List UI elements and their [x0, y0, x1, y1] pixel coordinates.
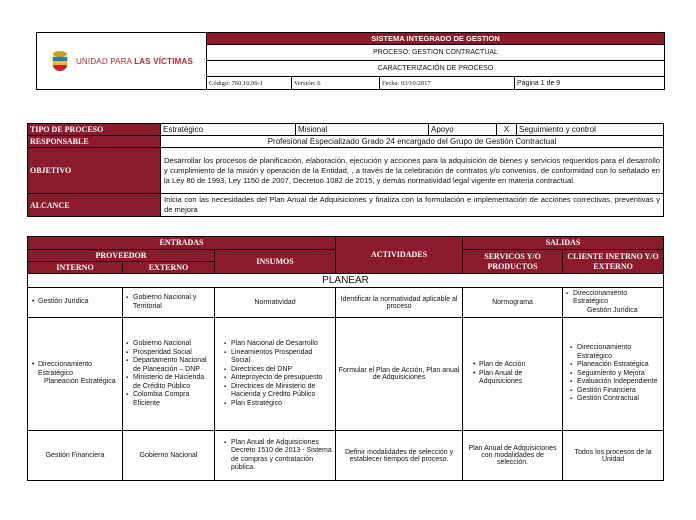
- tipo-apoyo-mark: X: [497, 124, 517, 136]
- process-characterization-table: [27, 236, 664, 481]
- system-title: SISTEMA INTEGRADO DE GESTION: [207, 33, 665, 45]
- cliente-header: CLIENTE INETRNO Y/O EXTERNO: [563, 250, 664, 274]
- row2-interno: • Direccionamiento Estratégico Planeación Estratégica: [28, 318, 123, 431]
- row3-interno: Gestión Financiera: [28, 431, 123, 481]
- row1-cliente: ▪ Direccionamiento Estratégico Gestión Jurídica: [563, 288, 664, 318]
- coat-of-arms-icon: [50, 50, 70, 72]
- responsable-value: Profesional Especializado Grado 24 encargado del Grupo de Gestión Contractual: [161, 136, 664, 148]
- proveedor-header: PROVEEDOR: [28, 250, 215, 262]
- page-number: Página 1 de 9: [515, 77, 665, 90]
- row1-interno: • Gestión Jurídica: [28, 288, 123, 318]
- row1-producto: Normograma: [463, 288, 563, 318]
- unidad-victimas-logo: [39, 50, 204, 72]
- interno-header: INTERNO: [28, 262, 123, 274]
- row2-cliente: ▪ Direccionamiento Estratégico ▪ Planeación Estratégica ▪ Seguimiento y Mejora ▪ Evaluación Independiente ▪ Gestión Financiera ▪ Gestión Contractual: [563, 318, 664, 431]
- tipo-apoyo: Apoyo: [429, 124, 497, 136]
- process-name: PROCESO: GESTION CONTRACTUAL: [207, 45, 665, 61]
- objetivo-value: Desarrollar los procesos de planificación, elaboración, ejecución y acciones para la adquisición de bienes y servicios requeridos para el desarrollo y cumplimiento de la misión y operación de la Entidad, , a través de la celebración de contratos y/o convenios, de conformidad con lo señalado en la Ley 80 de 1993, Ley 1150 de 2007, Decretoo 1082 de 2015, y demás normatividad legal vigente en materia contractual.: [161, 148, 664, 194]
- document-version: Versión: 6: [292, 77, 380, 90]
- entradas-header: ENTRADAS: [28, 237, 336, 250]
- document-type: CARACTERIZACIÓN DE PROCESO: [207, 61, 665, 77]
- tipo-estrategico: Estratégico: [161, 124, 296, 136]
- table-row: [28, 288, 664, 318]
- planear-section: PLANEAR: [28, 274, 664, 288]
- responsable-label: RESPONSABLE: [28, 136, 161, 148]
- table-row: [28, 318, 664, 431]
- externo-header: EXTERNO: [123, 262, 215, 274]
- tipo-label: TIPO DE PROCESO: [28, 124, 161, 136]
- document-code: Código: 760.10.09-1: [207, 77, 292, 90]
- row3-producto: Plan Anual de Adquisiciones con modalidades de selección.: [463, 431, 563, 481]
- tipo-seguimiento: Seguimiento y control: [517, 124, 664, 136]
- servicios-header: SERVICOS Y/O PRODUCTOS: [463, 250, 563, 274]
- objetivo-label: OBJETIVO: [28, 148, 161, 194]
- actividades-header: ACTIVIDADES: [336, 237, 463, 274]
- logo-cell: [37, 33, 207, 90]
- insumos-header: INSUMOS: [215, 250, 336, 274]
- salidas-header: SALIDAS: [463, 237, 664, 250]
- row1-externo: ▪ Gobierno Nacional y Territorial: [123, 288, 215, 318]
- row3-cliente: Todos los procesos de la Unidad: [563, 431, 664, 481]
- alcance-value: Inicia con las necesidades del Plan Anual de Adquisiciones y finaliza con la formulación e implementación de acciones correctivas, preventivas y de mejora: [161, 194, 664, 217]
- row2-externo: ▪ Gobierno Nacional ▪ Prosperidad Social ▪ Departamento Nacional de Planeación – DNP ▪ Ministerio de Hacienda de Crédito Público ▪ Colombia Compra Eficiente: [123, 318, 215, 431]
- row2-insumos: ▪ Plan Nacional de Desarrollo ▪ Lineamientos Prosperidad Social ▪ Directrices del DNP ▪ Anteproyecto de presupuesto ▪ Directrices de Ministerio de Hacienda y Crédito Público ▪ Plan Estratégico: [215, 318, 336, 431]
- row1-actividad: Identificar la normatividad aplicable al proceso: [336, 288, 463, 318]
- row3-externo: Gobierno Nacional: [123, 431, 215, 481]
- logo-text: UNIDAD PARA LAS VÍCTIMAS: [75, 56, 194, 66]
- row2-actividad: Formular el Plan de Acción, Plan anual de Adquisiciones: [336, 318, 463, 431]
- tipo-misional: Misional: [296, 124, 429, 136]
- process-info-table: [27, 123, 664, 217]
- alcance-label: ALCANCE: [28, 194, 161, 217]
- row3-insumos: ▪ Plan Anual de Adquisiciones Decreto 1510 de 2013 - Sistema de compras y contratación pública.: [215, 431, 336, 481]
- document-date: Fecha: 03/10/2017: [380, 77, 515, 90]
- document-header: [36, 32, 665, 90]
- row2-producto: • Plan de Acción • Plan Anual de Adquisiciones: [463, 318, 563, 431]
- row1-insumos: Normatividad: [215, 288, 336, 318]
- table-row: [28, 431, 664, 481]
- row3-actividad: Definir modalidades de selección y establecer tiempos del proceso.: [336, 431, 463, 481]
